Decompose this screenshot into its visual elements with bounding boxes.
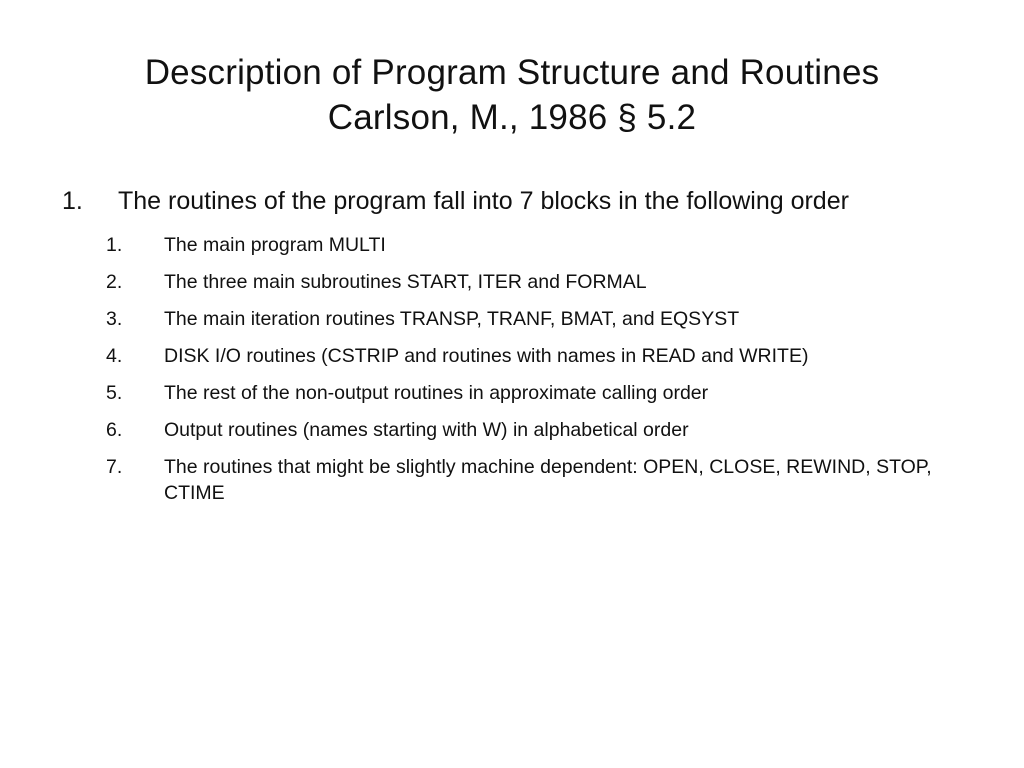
sub-list-item [58, 269, 954, 295]
sub-list-item [58, 343, 954, 369]
sub-item-text: The routines that might be slightly machine dependent: OPEN, CLOSE, REWIND, STOP, CTIME [164, 456, 932, 504]
sub-list-item [58, 306, 954, 332]
main-item-text: The routines of the program fall into 7 blocks in the following order [118, 187, 849, 215]
sub-item-number: 1. [106, 234, 123, 256]
sub-item-number: 2. [106, 271, 123, 293]
sub-list-item [58, 417, 954, 443]
sub-item-text: The main program MULTI [164, 234, 386, 256]
sub-list-item [58, 232, 954, 258]
main-list-item [58, 185, 958, 218]
sub-item-number: 6. [106, 419, 123, 441]
sub-item-number: 4. [106, 345, 123, 367]
title-line-2: Carlson, M., 1986 § 5.2 [327, 98, 697, 137]
sub-list-item [58, 454, 954, 506]
sub-item-text: The main iteration routines TRANSP, TRANF, BMAT, and EQSYST [164, 308, 740, 330]
sub-item-text: The three main subroutines START, ITER and FORMAL [164, 271, 647, 293]
slide-title [60, 50, 964, 140]
main-item-number: 1. [62, 187, 83, 215]
sub-item-text: DISK I/O routines (CSTRIP and routines with names in READ and WRITE) [164, 345, 809, 367]
slide-content [58, 185, 958, 517]
title-line-1: Description of Program Structure and Routines [144, 53, 880, 92]
sub-item-number: 5. [106, 382, 123, 404]
sub-item-number: 3. [106, 308, 123, 330]
sub-item-text: Output routines (names starting with W) in alphabetical order [164, 419, 689, 441]
sub-list [58, 232, 958, 506]
sub-list-item [58, 380, 954, 406]
sub-item-number: 7. [106, 456, 123, 478]
sub-item-text: The rest of the non-output routines in approximate calling order [164, 382, 709, 404]
